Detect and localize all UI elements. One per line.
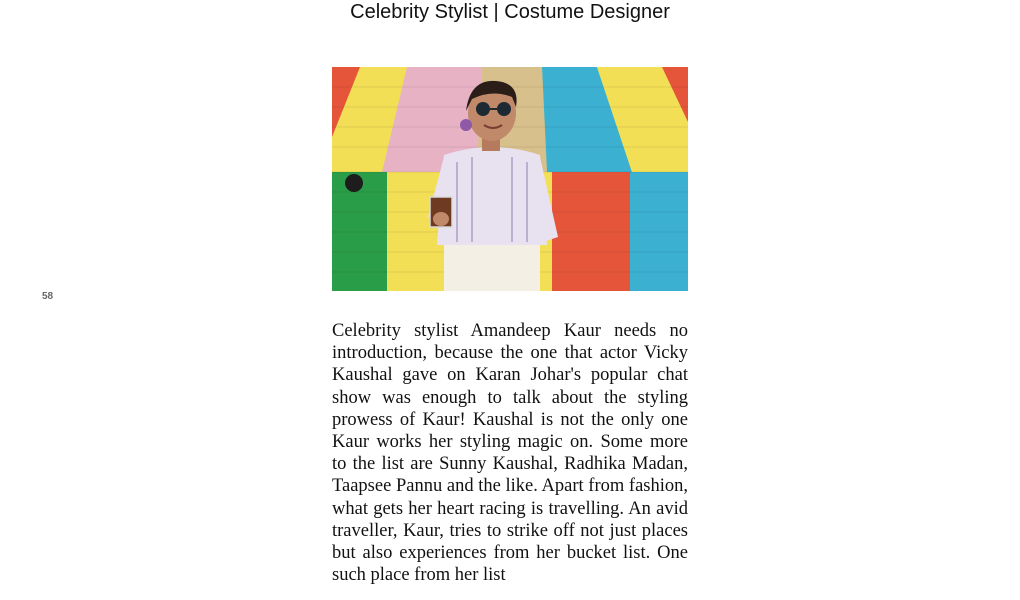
page-title: Celebrity Stylist | Costume Designer xyxy=(350,1,670,23)
article-body: Celebrity stylist Amandeep Kaur needs no introduction, because the one that actor Vicky Kaushal gave on Karan Johar's popular chat show was enough to talk about the styling prowess of Kaur! Kaushal is not the only one Kaur works her styling magic on. Some more to the list are Sunny Kaushal, Radhika Madan, Taapsee Pannu and the like. Apart from fashion, what gets her heart racing is travelling. An avid traveller, Kaur, tries to strike off not just places but also experiences from her bucket list. One such place from her list xyxy=(332,321,688,586)
page-number: 58 xyxy=(42,291,54,302)
portrait-photo-illustration xyxy=(332,67,688,291)
portrait-photo xyxy=(332,67,688,291)
